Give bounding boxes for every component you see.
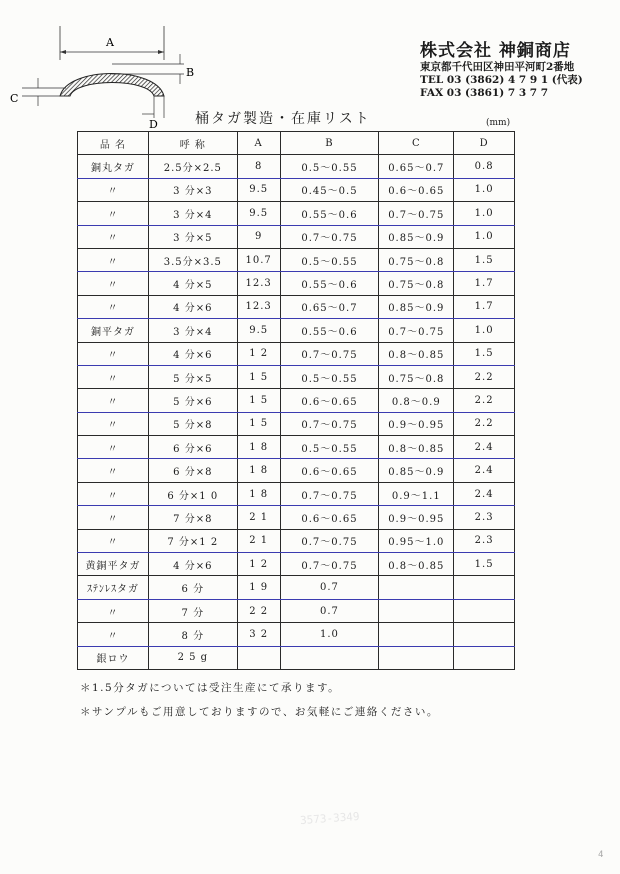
- table-row: [78, 459, 515, 482]
- table-row: [78, 365, 515, 388]
- table-row: [78, 576, 515, 599]
- cell-product-name: 〃: [78, 178, 149, 201]
- table-row: [78, 529, 515, 552]
- cell-b: 0.6〜0.65: [280, 506, 379, 529]
- header-c: C: [379, 132, 454, 155]
- faint-bleed-through-mark: 3573-3349: [299, 809, 360, 828]
- cell-c: 0.85〜0.9: [379, 459, 454, 482]
- cell-product-name: 〃: [78, 342, 149, 365]
- table-row: [78, 389, 515, 412]
- cell-d: 1.7: [454, 295, 515, 318]
- cell-product-name: 〃: [78, 482, 149, 505]
- table-row: [78, 248, 515, 271]
- cell-d: 1.7: [454, 272, 515, 295]
- note-samples: ＊サンプルもご用意しておりますので、お気軽にご連絡ください。: [80, 706, 439, 718]
- cell-d: 2.3: [454, 529, 515, 552]
- page-title: 桶タガ製造・在庫リスト: [195, 111, 371, 127]
- cell-a: 2 1: [237, 529, 280, 552]
- cell-c: [379, 599, 454, 622]
- cell-d: 1.5: [454, 248, 515, 271]
- cell-d: 2.3: [454, 506, 515, 529]
- cell-c: [379, 623, 454, 646]
- cell-c: 0.7〜0.75: [379, 319, 454, 342]
- table-row: [78, 646, 515, 669]
- cell-a: 12.3: [237, 272, 280, 295]
- cell-designation: 7 分×1 2: [148, 529, 237, 552]
- cell-d: 1.5: [454, 553, 515, 576]
- cell-product-name: 〃: [78, 412, 149, 435]
- header-product-name: 品 名: [78, 132, 149, 155]
- header-b: B: [280, 132, 379, 155]
- cell-c: 0.9〜0.95: [379, 412, 454, 435]
- cell-d: [454, 646, 515, 669]
- cell-a: 9.5: [237, 319, 280, 342]
- cell-a: 1 2: [237, 553, 280, 576]
- cell-d: 2.2: [454, 365, 515, 388]
- cell-designation: 6 分×6: [148, 436, 237, 459]
- cell-designation: 7 分: [148, 599, 237, 622]
- cell-b: 1.0: [280, 623, 379, 646]
- cell-a: 1 8: [237, 436, 280, 459]
- cell-d: [454, 576, 515, 599]
- cell-designation: 6 分: [148, 576, 237, 599]
- cell-c: 0.8〜0.85: [379, 553, 454, 576]
- cell-d: 2.4: [454, 459, 515, 482]
- cell-designation: 4 分×6: [148, 342, 237, 365]
- cell-c: 0.75〜0.8: [379, 248, 454, 271]
- cell-a: 8: [237, 155, 280, 178]
- unit-label: (mm): [486, 118, 511, 128]
- cell-b: [280, 646, 379, 669]
- cell-d: 1.0: [454, 225, 515, 248]
- cell-product-name: 〃: [78, 599, 149, 622]
- cell-d: 1.0: [454, 319, 515, 342]
- cross-section-drawing: [8, 24, 208, 134]
- table-row: [78, 342, 515, 365]
- cell-d: 2.4: [454, 436, 515, 459]
- cell-a: 1 5: [237, 365, 280, 388]
- cell-a: [237, 646, 280, 669]
- cell-designation: 3 分×4: [148, 202, 237, 225]
- cell-b: 0.7: [280, 599, 379, 622]
- cell-c: 0.9〜0.95: [379, 506, 454, 529]
- table-row: [78, 225, 515, 248]
- cell-designation: 3 分×3: [148, 178, 237, 201]
- cell-b: 0.45〜0.5: [280, 178, 379, 201]
- cell-designation: 2.5分×2.5: [148, 155, 237, 178]
- cell-b: 0.5〜0.55: [280, 436, 379, 459]
- cell-a: 1 2: [237, 342, 280, 365]
- page-corner-mark: 4: [598, 850, 604, 860]
- cell-d: [454, 623, 515, 646]
- cell-b: 0.7〜0.75: [280, 342, 379, 365]
- cell-product-name: 銅平タガ: [78, 319, 149, 342]
- cell-d: 1.0: [454, 202, 515, 225]
- cell-designation: 3 分×4: [148, 319, 237, 342]
- label-a: A: [106, 36, 114, 49]
- cell-designation: 6 分×1 0: [148, 482, 237, 505]
- cell-c: 0.6〜0.65: [379, 178, 454, 201]
- cell-product-name: 〃: [78, 248, 149, 271]
- cell-product-name: 〃: [78, 506, 149, 529]
- cell-b: 0.55〜0.6: [280, 202, 379, 225]
- cell-product-name: 銅丸タガ: [78, 155, 149, 178]
- cell-c: [379, 576, 454, 599]
- cell-designation: 4 分×6: [148, 553, 237, 576]
- cell-c: 0.95〜1.0: [379, 529, 454, 552]
- table-row: [78, 436, 515, 459]
- cell-product-name: 〃: [78, 365, 149, 388]
- cell-product-name: 〃: [78, 225, 149, 248]
- cell-c: 0.75〜0.8: [379, 272, 454, 295]
- cell-b: 0.7〜0.75: [280, 553, 379, 576]
- table-header-row: [78, 132, 515, 155]
- cell-b: 0.7〜0.75: [280, 482, 379, 505]
- cell-designation: 8 分: [148, 623, 237, 646]
- table-row: [78, 412, 515, 435]
- cell-a: 1 8: [237, 482, 280, 505]
- table-row: [78, 272, 515, 295]
- cell-product-name: 〃: [78, 202, 149, 225]
- cell-designation: 2 5 g: [148, 646, 237, 669]
- cell-product-name: 〃: [78, 389, 149, 412]
- cell-a: 3 2: [237, 623, 280, 646]
- table-row: [78, 178, 515, 201]
- cell-c: 0.7〜0.75: [379, 202, 454, 225]
- cell-b: 0.5〜0.55: [280, 365, 379, 388]
- table-row: [78, 599, 515, 622]
- cell-product-name: 〃: [78, 272, 149, 295]
- cell-a: 1 8: [237, 459, 280, 482]
- cell-product-name: ｽﾃﾝﾚｽタガ: [78, 576, 149, 599]
- table-row: [78, 506, 515, 529]
- cell-d: 1.0: [454, 178, 515, 201]
- cell-c: 0.8〜0.85: [379, 436, 454, 459]
- table-row: [78, 482, 515, 505]
- cell-product-name: 〃: [78, 529, 149, 552]
- company-fax: FAX 03 (3861) 7 3 7 7: [420, 87, 549, 99]
- cell-d: 1.5: [454, 342, 515, 365]
- label-b: B: [186, 66, 195, 79]
- cell-d: 0.8: [454, 155, 515, 178]
- cell-d: 2.4: [454, 482, 515, 505]
- cell-c: 0.9〜1.1: [379, 482, 454, 505]
- cell-a: 9.5: [237, 178, 280, 201]
- cell-b: 0.6〜0.65: [280, 459, 379, 482]
- table-row: [78, 319, 515, 342]
- company-block: [420, 36, 616, 100]
- cell-a: 10.7: [237, 248, 280, 271]
- cell-product-name: 〃: [78, 459, 149, 482]
- table-row: [78, 553, 515, 576]
- cell-product-name: 黄銅平タガ: [78, 553, 149, 576]
- cell-designation: 5 分×5: [148, 365, 237, 388]
- cell-c: 0.85〜0.9: [379, 295, 454, 318]
- cell-b: 0.55〜0.6: [280, 272, 379, 295]
- cell-c: 0.75〜0.8: [379, 365, 454, 388]
- cell-designation: 5 分×8: [148, 412, 237, 435]
- cell-designation: 6 分×8: [148, 459, 237, 482]
- cell-b: 0.5〜0.55: [280, 155, 379, 178]
- label-d: D: [149, 118, 158, 131]
- cell-a: 9.5: [237, 202, 280, 225]
- cell-b: 0.7: [280, 576, 379, 599]
- cell-b: 0.65〜0.7: [280, 295, 379, 318]
- cell-c: 0.8〜0.85: [379, 342, 454, 365]
- cell-c: [379, 646, 454, 669]
- cell-d: 2.2: [454, 389, 515, 412]
- header-a: A: [237, 132, 280, 155]
- cell-b: 0.6〜0.65: [280, 389, 379, 412]
- tag-cross-section-diagram: [8, 24, 208, 134]
- cell-d: [454, 599, 515, 622]
- table-row: [78, 623, 515, 646]
- cell-c: 0.8〜0.9: [379, 389, 454, 412]
- company-address: 東京都千代田区神田平河町2番地: [420, 61, 575, 73]
- cell-b: 0.7〜0.75: [280, 225, 379, 248]
- table-row: [78, 295, 515, 318]
- header-d: D: [454, 132, 515, 155]
- cell-product-name: 銀ロウ: [78, 646, 149, 669]
- cell-d: 2.2: [454, 412, 515, 435]
- cell-designation: 5 分×6: [148, 389, 237, 412]
- cell-designation: 3.5分×3.5: [148, 248, 237, 271]
- cell-product-name: 〃: [78, 623, 149, 646]
- table-row: [78, 155, 515, 178]
- header-designation: 呼 称: [148, 132, 237, 155]
- cell-c: 0.85〜0.9: [379, 225, 454, 248]
- cell-a: 2 1: [237, 506, 280, 529]
- cell-designation: 3 分×5: [148, 225, 237, 248]
- company-tel: TEL 03 (3862) 4 7 9 1 (代表): [420, 74, 583, 86]
- table-row: [78, 202, 515, 225]
- cell-a: 2 2: [237, 599, 280, 622]
- stock-table: [77, 131, 515, 670]
- cell-a: 12.3: [237, 295, 280, 318]
- cell-product-name: 〃: [78, 295, 149, 318]
- cell-b: 0.55〜0.6: [280, 319, 379, 342]
- cell-designation: 4 分×5: [148, 272, 237, 295]
- cell-designation: 4 分×6: [148, 295, 237, 318]
- label-c: C: [10, 92, 19, 105]
- cell-a: 1 5: [237, 389, 280, 412]
- cell-b: 0.7〜0.75: [280, 529, 379, 552]
- table-body: [78, 155, 515, 670]
- cell-a: 1 5: [237, 412, 280, 435]
- cell-designation: 7 分×8: [148, 506, 237, 529]
- note-made-to-order: ＊1.5分タガについては受注生産にて承ります。: [80, 682, 341, 694]
- cell-a: 9: [237, 225, 280, 248]
- cell-b: 0.5〜0.55: [280, 248, 379, 271]
- cell-c: 0.65〜0.7: [379, 155, 454, 178]
- tag-profile-shape: [60, 74, 164, 97]
- cell-b: 0.7〜0.75: [280, 412, 379, 435]
- cell-a: 1 9: [237, 576, 280, 599]
- cell-product-name: 〃: [78, 436, 149, 459]
- company-name: 株式会社 神銅商店: [420, 41, 571, 61]
